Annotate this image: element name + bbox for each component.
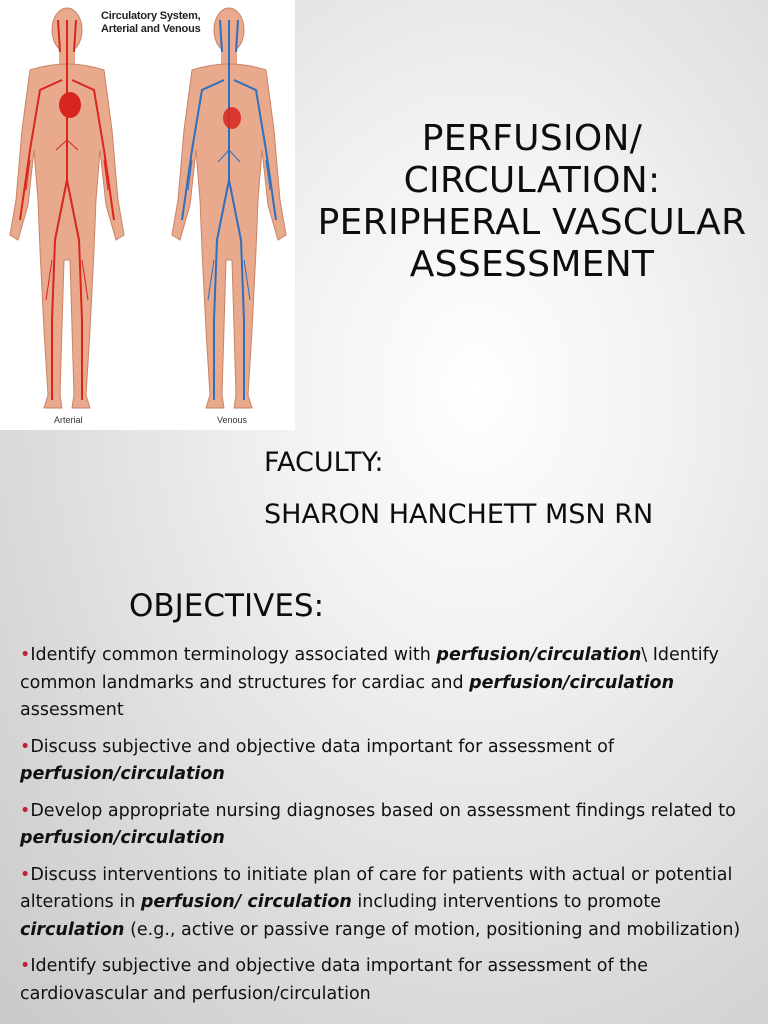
venous-figure: [172, 8, 286, 408]
faculty-label: FACULTY:: [264, 447, 384, 478]
objective-item: [20, 862, 760, 945]
bullet-icon: •: [20, 645, 31, 665]
illustration-caption: [101, 10, 201, 36]
title-line-3: PERIPHERAL VASCULAR: [317, 202, 747, 243]
objectives-list: [20, 642, 760, 1017]
objective-emphasis: perfusion/ circulation: [140, 892, 352, 912]
faculty-name: SHARON HANCHETT MSN RN: [264, 499, 654, 530]
objective-emphasis: perfusion/circulation: [20, 764, 225, 784]
objective-emphasis: perfusion/circulation: [436, 645, 642, 665]
objective-emphasis: perfusion/circulation: [469, 672, 675, 693]
caption-line-2: Arterial and Venous: [101, 23, 201, 35]
objective-text: Identify common terminology associated with: [30, 645, 437, 665]
title-line-2: CIRCULATION:: [403, 160, 661, 201]
objective-item: [20, 798, 760, 853]
objectives-heading: OBJECTIVES:: [129, 588, 325, 624]
arterial-figure: [10, 8, 124, 408]
title-line-4: ASSESSMENT: [409, 244, 655, 285]
bullet-icon: •: [20, 956, 31, 976]
objective-text: Discuss subjective and objective data important for assessment of: [30, 736, 615, 757]
bullet-icon: •: [20, 800, 31, 821]
objective-text: including interventions to promote: [351, 892, 661, 912]
objective-item: [20, 734, 760, 789]
objective-item: [20, 642, 760, 725]
objective-text: (e.g., active or passive range of motion, positioning and mobilization): [124, 919, 741, 940]
body-figures-graphic: [0, 0, 295, 430]
objective-text: Identify subjective and objective data important for assessment of the cardiovascular and perfusion/circulation: [20, 956, 648, 1004]
bullet-icon: •: [20, 736, 31, 757]
title-line-1: PERFUSION/: [421, 118, 643, 159]
objective-text: Discuss interventions to initiate plan of care for patients with actual or potential alterations in: [20, 864, 733, 912]
objective-text: assessment: [20, 700, 124, 720]
objective-text: Develop appropriate nursing diagnoses based on assessment findings related to: [30, 800, 736, 821]
objective-item: [20, 953, 760, 1008]
venous-label: Venous: [217, 415, 248, 425]
caption-line-1: Circulatory System,: [101, 10, 201, 22]
objective-emphasis: perfusion/circulation: [20, 828, 225, 848]
bullet-icon: •: [20, 864, 31, 885]
circulatory-system-illustration: [0, 0, 295, 430]
arterial-label: Arterial: [54, 415, 83, 425]
slide-title: [298, 118, 766, 286]
objective-text: \ Identify common landmarks and structures for cardiac and: [20, 645, 719, 693]
objective-emphasis: circulation: [20, 919, 125, 940]
